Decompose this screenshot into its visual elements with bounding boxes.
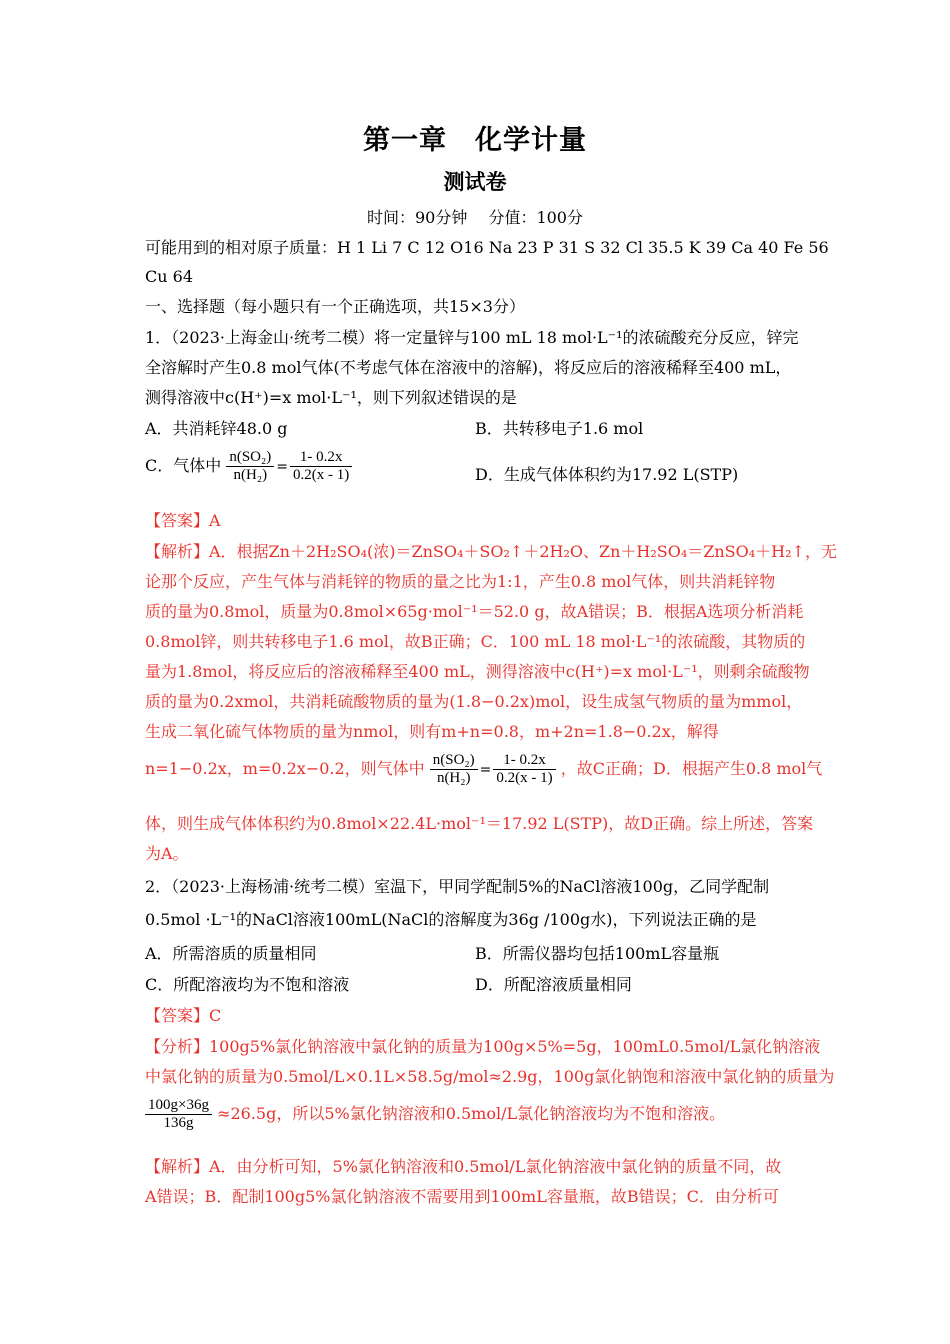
analysis-fraction-left xyxy=(430,752,478,787)
q2-answer: 【答案】C xyxy=(145,1006,222,1025)
q1-analysis-line-7: 生成二氧化硫气体物质的量为nmol，则有m+n=0.8，m+2n=1.8−0.2x，解得 xyxy=(145,722,719,741)
q1-analysis-line-2: 论那个反应，产生气体与消耗锌的物质的量之比为1:1，产生0.8 mol气体，则共消耗锌物 xyxy=(145,572,776,591)
equals-sign: = xyxy=(479,761,492,778)
page-title: 第一章 化学计量 xyxy=(363,125,587,156)
q1-option-c-fraction-right xyxy=(290,449,352,484)
q2-jiexi-line-2: A错误；B．配制100g5%氯化钠溶液不需要用到100mL容量瓶，故B错误；C．由分析可 xyxy=(145,1187,779,1206)
q1-option-a: A．共消耗锌48.0 g xyxy=(145,419,288,438)
q2-fenxi-fraction-line xyxy=(145,1097,725,1132)
exam-meta: 时间：90分钟 分值：100分 xyxy=(367,208,583,227)
q1-analysis-line-5: 量为1.8mol，将反应后的溶液稀释至400 mL，测得溶液中c(H⁺)=x mol·L⁻¹，则剩余硫酸物 xyxy=(145,662,810,681)
q2-option-c: C．所配溶液均为不饱和溶液 xyxy=(145,975,350,994)
q1-analysis-line-4: 0.8mol锌，则共转移电子1.6 mol，故B正确；C．100 mL 18 mol·L⁻¹的浓硫酸，其物质的 xyxy=(145,632,806,651)
q1-analysis-line-6: 质的量为0.2xmol，共消耗硫酸物质的量为(1.8−0.2x)mol，设生成氢气物质的量为mmol， xyxy=(145,692,803,711)
q2-option-b: B．所需仪器均包括100mL容量瓶 xyxy=(475,944,720,963)
q1-option-d: D．生成气体体积约为17.92 L(STP) xyxy=(475,465,739,484)
analysis-fraction-suffix: ，故C正确；D．根据产生0.8 mol气 xyxy=(560,759,823,778)
fraction-numerator: 1- 0.2x xyxy=(290,449,352,467)
equals-sign: = xyxy=(276,458,288,475)
q2-fenxi-line-1: 【分析】100g5%氯化钠溶液中氯化钠的质量为100g×5%=5g，100mL0.5mol/L氯化钠溶液 xyxy=(145,1037,821,1056)
fraction-denominator: n(H₂) xyxy=(436,770,471,786)
q1-analysis-line-3: 质的量为0.8mol，质量为0.8mol×65g·mol⁻¹＝52.0 g，故A错误；B．根据A选项分析消耗 xyxy=(145,602,804,621)
q1-stem-line-2: 全溶解时产生0.8 mol气体(不考虑气体在溶液中的溶解)，将反应后的溶液稀释至400 mL， xyxy=(145,358,792,377)
q2-fenxi-line-2: 中氯化钠的质量为0.5mol/L×0.1L×58.5g/mol≈2.9g，100g氯化钠饱和溶液中氯化钠的质量为 xyxy=(145,1067,835,1086)
fraction-denominator: n(H₂) xyxy=(233,467,268,483)
fenxi-fraction-suffix: ≈26.5g，所以5%氯化钠溶液和0.5mol/L氯化钠溶液均为不饱和溶液。 xyxy=(217,1104,726,1123)
q1-stem-line-3: 测得溶液中c(H⁺)=x mol·L⁻¹，则下列叙述错误的是 xyxy=(145,388,517,407)
section-heading: 一、选择题（每小题只有一个正确选项，共15×3分） xyxy=(145,297,525,316)
q1-option-b: B．共转移电子1.6 mol xyxy=(475,419,644,438)
q2-jiexi-line-1: 【解析】A．由分析可知，5%氯化钠溶液和0.5mol/L氯化钠溶液中氯化钠的质量不同，故 xyxy=(145,1157,782,1176)
q1-analysis-line-1: 【解析】A．根据Zn＋2H₂SO₄(浓)＝ZnSO₄＋SO₂↑＋2H₂O、Zn＋H₂SO₄＝ZnSO₄＋H₂↑，无 xyxy=(145,542,837,561)
q1-option-c-prefix: C．气体中 xyxy=(145,456,222,475)
q1-stem-line-1: 1．（2023·上海金山·统考二模）将一定量锌与100 mL 18 mol·L⁻¹的浓硫酸充分反应，锌完 xyxy=(145,328,799,347)
atomic-masses-line-1: 可能用到的相对原子质量：H 1 Li 7 C 12 O16 Na 23 P 31 S 32 Cl 35.5 K 39 Ca 40 Fe 56 xyxy=(145,238,829,257)
page-subtitle: 测试卷 xyxy=(443,169,507,194)
q1-analysis-fraction-line xyxy=(145,752,822,787)
q1-option-c xyxy=(145,449,352,484)
q1-option-c-fraction-left xyxy=(226,449,274,484)
fraction-numerator: n(SO₂) xyxy=(430,752,478,770)
fraction-denominator: 0.2(x - 1) xyxy=(496,770,553,786)
q1-analysis-end-1: 体，则生成气体体积约为0.8mol×22.4L·mol⁻¹＝17.92 L(STP)，故D正确。综上所述，答案 xyxy=(145,814,814,833)
fraction-denominator: 136g xyxy=(163,1115,194,1131)
fraction-numerator: 100g×36g xyxy=(145,1097,212,1115)
fraction-numerator: 1- 0.2x xyxy=(493,752,555,770)
q1-analysis-end-2: 为A。 xyxy=(145,844,189,863)
atomic-masses-line-2: Cu 64 xyxy=(145,267,193,286)
fraction-denominator: 0.2(x - 1) xyxy=(292,467,350,483)
q2-stem-line-2: 0.5mol ·L⁻¹的NaCl溶液100mL(NaCl的溶解度为36g /100g水)，下列说法正确的是 xyxy=(145,910,757,929)
q1-answer: 【答案】A xyxy=(145,511,221,530)
q2-stem-line-1: 2．（2023·上海杨浦·统考二模）室温下，甲同学配制5%的NaCl溶液100g，乙同学配制 xyxy=(145,877,770,896)
fenxi-fraction xyxy=(145,1097,212,1132)
fraction-numerator: n(SO₂) xyxy=(226,449,274,467)
q2-option-a: A．所需溶质的质量相同 xyxy=(145,944,317,963)
analysis-fraction-right xyxy=(493,752,555,787)
analysis-fraction-prefix: n=1−0.2x，m=0.2x−0.2，则气体中 xyxy=(145,759,425,778)
q2-option-d: D．所配溶液质量相同 xyxy=(475,975,632,994)
